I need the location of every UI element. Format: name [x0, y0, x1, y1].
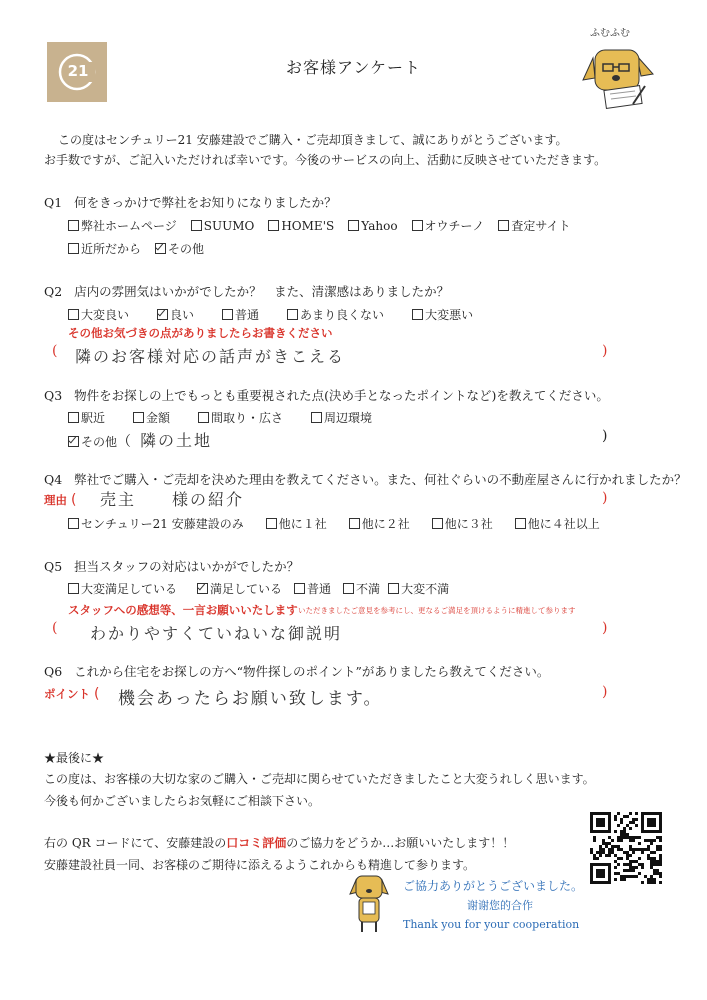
- q4-paren-close: ): [602, 490, 608, 506]
- checkbox[interactable]: [266, 518, 277, 529]
- q1-option[interactable]: SUUMO: [191, 219, 255, 233]
- q1-options-row1: [68, 217, 584, 234]
- q5-option[interactable]: 普通: [294, 580, 331, 597]
- q2-option[interactable]: あまり良くない: [287, 306, 384, 323]
- q3-options: [68, 409, 386, 426]
- q5-option[interactable]: 不満: [343, 580, 380, 597]
- checkbox[interactable]: [343, 583, 354, 594]
- qr-code-icon[interactable]: [590, 812, 662, 884]
- thanks-japanese: ご協力ありがとうございました。: [403, 879, 584, 893]
- q5-paren-open: (: [52, 620, 58, 636]
- q4-option[interactable]: 他に４社以上: [515, 515, 600, 532]
- q3-label: Q3: [44, 388, 63, 403]
- q1-options-row2: [68, 240, 218, 257]
- q1-text: 何をきっかけで弊社をお知りになりましたか？: [74, 195, 337, 210]
- page-title: お客様アンケート: [285, 58, 422, 77]
- q6-label: Q6: [44, 664, 63, 679]
- checkbox-checked[interactable]: [197, 583, 208, 594]
- checkbox[interactable]: [498, 220, 509, 231]
- intro-line-1: この度はセンチュリー21 安藤建設でご購入・ご売却頂きまして、誠にありがとうございます。: [58, 133, 568, 147]
- q4-option[interactable]: 他に３社: [432, 515, 493, 532]
- q4-option[interactable]: 他に２社: [349, 515, 410, 532]
- q1-option[interactable]: 査定サイト: [498, 217, 570, 234]
- q4-option[interactable]: センチュリー21 安藤建設のみ: [68, 515, 244, 532]
- q5-option[interactable]: 満足している: [197, 580, 282, 597]
- intro-line-2: お手数ですが、ご記入いただければ幸いです。今後のサービスの向上、活動に反映させていただきます。: [44, 153, 607, 167]
- q2-option[interactable]: 大変悪い: [412, 306, 473, 323]
- checkbox[interactable]: [287, 309, 298, 320]
- q1-label: Q1: [44, 195, 63, 210]
- checkbox[interactable]: [349, 518, 360, 529]
- q3-option[interactable]: 周辺環境: [311, 409, 372, 426]
- q6-paren-close: ): [602, 684, 608, 700]
- q4-reason-label: 理由 (: [44, 492, 77, 508]
- checkbox[interactable]: [294, 583, 305, 594]
- checkbox[interactable]: [68, 518, 79, 529]
- checkbox[interactable]: [432, 518, 443, 529]
- q1-option[interactable]: Yahoo: [348, 219, 397, 233]
- checkbox[interactable]: [268, 220, 279, 231]
- checkbox[interactable]: [412, 309, 423, 320]
- closing-line-2: 今後も何かございましたらお気軽にご相談下さい。: [44, 794, 321, 808]
- dog-mascot-reading-icon: [575, 38, 665, 113]
- q2-paren-open: (: [52, 343, 58, 359]
- checkbox[interactable]: [68, 309, 79, 320]
- q1-question: [44, 193, 337, 211]
- q5-question: [44, 557, 299, 575]
- q2-text: 店内の雰囲気はいかがでしたか？ また、清潔感はありましたか？: [74, 284, 450, 299]
- q1-option[interactable]: オウチーノ: [412, 217, 485, 234]
- q3-option[interactable]: 金額: [133, 409, 170, 426]
- q6-answer[interactable]: 機会あったらお願い致します。: [118, 689, 383, 709]
- checkbox[interactable]: [388, 583, 399, 594]
- q6-question: [44, 662, 549, 680]
- checkbox[interactable]: [191, 220, 202, 231]
- q4-answer[interactable]: 売主 様の紹介: [100, 490, 245, 509]
- q3-paren-close: ): [602, 428, 608, 444]
- checkbox[interactable]: [133, 412, 144, 423]
- q3-text: 物件をお探しの上でもっとも重要視された点(決め手となったポイントなど)を教えてください。: [74, 388, 609, 403]
- q5-option[interactable]: 大変不満: [388, 580, 449, 597]
- q6-text: これから住宅をお探しの方へ“物件探しのポイント”がありましたら教えてください。: [74, 664, 550, 679]
- q2-option[interactable]: 大変良い: [68, 306, 129, 323]
- q2-question: [44, 282, 449, 300]
- logo-text: 21: [67, 62, 89, 80]
- q6-point-label: ポイント (: [44, 686, 100, 702]
- q5-options: [68, 580, 463, 597]
- q5-text: 担当スタッフの対応はいかがでしたか？: [74, 559, 300, 574]
- q5-note-small: いただきましたご意見を参考にし、更なるご満足を頂けるように精進して参ります: [298, 606, 576, 615]
- closing-line-4: 安藤建設社員一同、お客様のご期待に添えるようこれからも精進して参ります。: [44, 858, 476, 872]
- q1-option[interactable]: HOME'S: [268, 219, 334, 233]
- mascot-caption: ふむふむ: [590, 28, 630, 39]
- checkbox[interactable]: [68, 220, 79, 231]
- closing-line-1: この度は、お客様の大切な家のご購入・ご売却に関らせていただきましたこと大変うれしく思います。: [44, 772, 595, 786]
- q2-option[interactable]: 良い: [157, 306, 194, 323]
- q2-paren-close: ): [602, 343, 608, 359]
- q2-answer[interactable]: 隣のお客様対応の話声がきこえる: [75, 347, 346, 366]
- thanks-english: Thank you for your cooperation: [403, 918, 580, 931]
- q4-options: [68, 515, 614, 532]
- closing-heading: ★最後に★: [44, 751, 105, 765]
- review-highlight: 口コミ評価: [226, 836, 287, 850]
- checkbox-checked[interactable]: [68, 436, 79, 447]
- checkbox[interactable]: [68, 412, 79, 423]
- dog-mascot-bowing-icon: [348, 872, 390, 934]
- thanks-chinese: 谢谢您的合作: [467, 899, 533, 912]
- q1-option[interactable]: 近所だから: [68, 240, 141, 257]
- q4-text: 弊社でご購入・ご売却を決めた理由を教えてください。また、何社ぐらいの不動産屋さんに行かれましたか？: [74, 472, 687, 487]
- q1-option[interactable]: 弊社ホームページ: [68, 217, 177, 234]
- q5-paren-close: ): [602, 620, 608, 636]
- q2-option[interactable]: 普通: [222, 306, 259, 323]
- q5-answer[interactable]: わかりやすくていねいな御説明: [90, 624, 343, 643]
- checkbox[interactable]: [68, 243, 79, 254]
- checkbox[interactable]: [198, 412, 209, 423]
- checkbox-checked[interactable]: [155, 243, 166, 254]
- checkbox[interactable]: [412, 220, 423, 231]
- checkbox[interactable]: [222, 309, 233, 320]
- q2-options: [68, 306, 487, 323]
- checkbox-checked[interactable]: [157, 309, 168, 320]
- q5-label: Q5: [44, 559, 63, 574]
- q3-option[interactable]: 間取り・広さ: [198, 409, 283, 426]
- q1-option[interactable]: その他: [155, 240, 204, 257]
- q3-option[interactable]: 駅近: [68, 409, 105, 426]
- checkbox[interactable]: [68, 583, 79, 594]
- checkbox[interactable]: [348, 220, 359, 231]
- q5-option[interactable]: 大変満足している: [68, 580, 177, 597]
- q2-label: Q2: [44, 284, 63, 299]
- q3-answer[interactable]: 隣の土地: [140, 431, 213, 450]
- q3-other[interactable]: その他（: [68, 431, 131, 451]
- q4-label: Q4: [44, 472, 63, 487]
- checkbox[interactable]: [515, 518, 526, 529]
- q3-question: [44, 386, 609, 404]
- q5-note: スタッフへの感想等、一言お願いいたします: [68, 603, 298, 617]
- checkbox[interactable]: [311, 412, 322, 423]
- q2-note: その他お気づきの点がありましたらお書きください: [68, 326, 333, 340]
- q4-question: [44, 470, 687, 488]
- q4-option[interactable]: 他に１社: [266, 515, 327, 532]
- closing-qr-line: 右の QR コードにて、安藤建設の口コミ評価のご協力をどうか…お願いいたします！！: [44, 836, 515, 850]
